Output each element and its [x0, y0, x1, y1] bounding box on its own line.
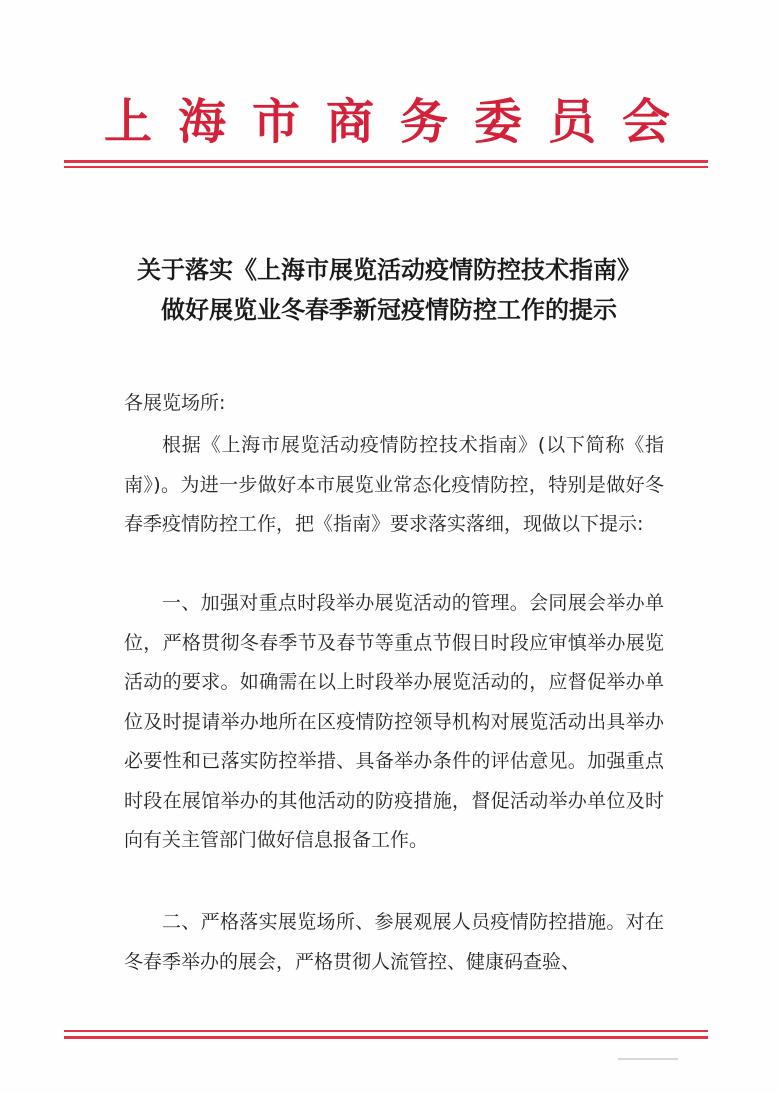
letterhead-organization: 上海市商务委员会	[103, 94, 696, 150]
letterhead-divider-thick	[64, 160, 708, 163]
paragraph-item-1: 一、加强对重点时段举办展览活动的管理。会同展会举办单位，严格贯彻冬春季节及春节等重点节假日时段应审慎举办展览活动的要求。如确需在以上时段举办展览活动的，应督促举办单位及时提请举办地所在区疫情防控领导机构对展览活动出具举办必要性和已落实防控举措、具备举办条件的评估意见。加强重点时段在展馆举办的其他活动的防疫措施，督促活动举办单位及时向有关主管部门做好信息报备工作。	[124, 592, 664, 851]
scan-artifact	[618, 1058, 678, 1060]
paragraph-item-2: 二、严格落实展览场所、参展观展人员疫情防控措施。对在冬春季举办的展会，严格贯彻人流管控、健康码查验、	[124, 911, 664, 973]
letterhead-divider-thin	[64, 166, 708, 168]
document-title-line-2: 做好展览业冬春季新冠疫情防控工作的提示	[161, 295, 617, 324]
paragraph-intro: 根据《上海市展览活动疫情防控技术指南》(以下简称《指南》)。为进一步做好本市展览业常态化疫情防控，特别是做好冬春季疫情防控工作，把《指南》要求落实落细，现做以下提示:	[124, 434, 664, 535]
footer-divider-thick	[64, 1036, 708, 1039]
footer-divider-thin	[64, 1030, 708, 1032]
salutation: 各展览场所:	[124, 392, 226, 414]
document-title-line-1: 关于落实《上海市展览活动疫情防控技术指南》	[137, 255, 641, 284]
